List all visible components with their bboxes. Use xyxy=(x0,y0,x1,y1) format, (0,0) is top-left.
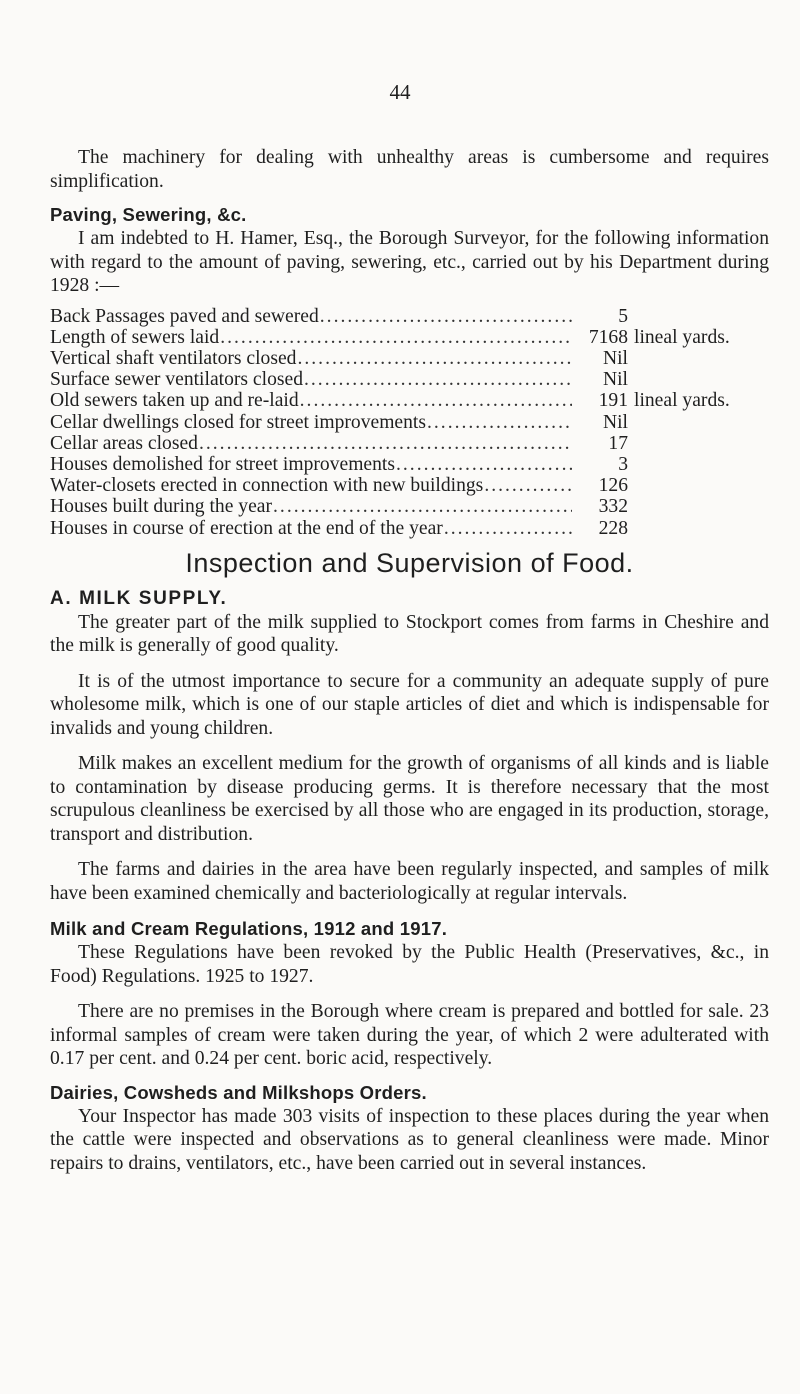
stat-label: Houses built during the year xyxy=(50,496,273,518)
paving-heading: Paving, Sewering, &c. xyxy=(50,204,247,225)
stat-row xyxy=(50,327,769,348)
stat-value: Nil xyxy=(602,411,628,433)
stat-row xyxy=(50,348,769,369)
stat-row xyxy=(50,433,769,454)
stat-row xyxy=(50,496,769,517)
stat-value: 7168 xyxy=(588,326,628,348)
stat-row xyxy=(50,390,769,411)
regulations-paragraph-1: These Regulations have been revoked by the Public Health (Preservatives, &c., in Food) Regulations. 1925 to 1927. xyxy=(50,942,769,987)
dot-leader xyxy=(320,306,572,327)
stat-row xyxy=(50,518,769,539)
dot-leader xyxy=(427,412,572,433)
stat-row xyxy=(50,306,769,327)
intro-paragraph: The machinery for dealing with unhealthy areas is cumbersome and requires simplification. xyxy=(50,147,769,192)
stat-row xyxy=(50,412,769,433)
stat-label: Vertical shaft ventilators closed xyxy=(50,347,297,369)
stat-label: Houses in course of erection at the end of the year xyxy=(50,517,443,539)
dot-leader xyxy=(304,369,572,390)
stat-value: 332 xyxy=(598,496,628,518)
milk-paragraph-3: Milk makes an excellent medium for the growth of organisms of all kinds and is liable to contamination by disease producing germs. It is therefore necessary that the most scrupulous cleanliness be exercised by all those who are engaged in its production, storage, transport and distribution. xyxy=(50,753,769,845)
paving-statistics xyxy=(50,306,769,539)
stat-label: Back Passages paved and sewered xyxy=(50,305,319,327)
stat-unit: lineal yards. xyxy=(634,326,730,348)
page-number: 44 xyxy=(389,80,411,104)
dairies-heading: Dairies, Cowsheds and Milkshops Orders. xyxy=(50,1081,427,1103)
stat-value: 17 xyxy=(608,432,628,454)
dot-leader xyxy=(199,433,572,454)
dot-leader xyxy=(396,454,572,475)
stat-unit: lineal yards. xyxy=(634,390,730,412)
stat-label: Surface sewer ventilators closed xyxy=(50,369,303,391)
stat-row xyxy=(50,369,769,390)
dot-leader xyxy=(273,496,572,517)
dot-leader xyxy=(484,475,572,496)
dairies-paragraph: Your Inspector has made 303 visits of inspection to these places during the year when the cattle were inspected and observations as to general cleanliness were made. Minor repairs to drains, ventilators, etc., have been carried out in several instances. xyxy=(50,1105,769,1174)
stat-value: 5 xyxy=(618,305,628,327)
dot-leader xyxy=(297,348,572,369)
regulations-paragraph-2: There are no premises in the Borough where cream is prepared and bottled for sale. 23 informal samples of cream were taken during the year, of which 2 were adulterated with 0.17 per cent. and 0.24 per cent. boric acid, respectively. xyxy=(50,1001,769,1070)
milk-paragraph-2: It is of the utmost importance to secure for a community an adequate supply of pure wholesome milk, which is one of our staple articles of diet and which is indispensable for invalids and young children. xyxy=(50,670,769,739)
stat-label: Water-closets erected in connection with new buildings xyxy=(50,475,484,497)
stat-value: 3 xyxy=(618,453,628,475)
stat-value: Nil xyxy=(602,347,628,369)
milk-paragraph-1: The greater part of the milk supplied to Stockport comes from farms in Cheshire and the milk is generally of good quality. xyxy=(50,611,769,657)
stat-label: Cellar areas closed xyxy=(50,432,198,454)
stat-value: 191 xyxy=(598,390,628,412)
food-section-title: Inspection and Supervision of Food. xyxy=(185,547,634,578)
regulations-heading: Milk and Cream Regulations, 1912 and 1917. xyxy=(50,918,448,940)
stat-value: Nil xyxy=(602,369,628,391)
stat-value: 228 xyxy=(598,517,628,539)
stat-label: Length of sewers laid xyxy=(50,326,220,348)
dot-leader xyxy=(444,518,572,539)
stat-value: 126 xyxy=(598,475,628,497)
paving-paragraph: I am indebted to H. Hamer, Esq., the Borough Surveyor, for the following information with regard to the amount of paving, sewering, etc., carried out by his Department during 1928 :— xyxy=(50,228,769,296)
stat-label: Old sewers taken up and re-laid xyxy=(50,390,299,412)
stat-label: Houses demolished for street improvements xyxy=(50,453,395,475)
dot-leader xyxy=(300,390,572,411)
stat-row xyxy=(50,454,769,475)
stat-label: Cellar dwellings closed for street improvements xyxy=(50,411,426,433)
stat-row xyxy=(50,475,769,496)
milk-paragraph-4: The farms and dairies in the area have been regularly inspected, and samples of milk have been examined chemically and bacteriologically at regular intervals. xyxy=(50,859,769,904)
dot-leader xyxy=(220,327,572,348)
milk-supply-heading: A. MILK SUPPLY. xyxy=(50,587,228,609)
page-content xyxy=(50,146,769,1175)
